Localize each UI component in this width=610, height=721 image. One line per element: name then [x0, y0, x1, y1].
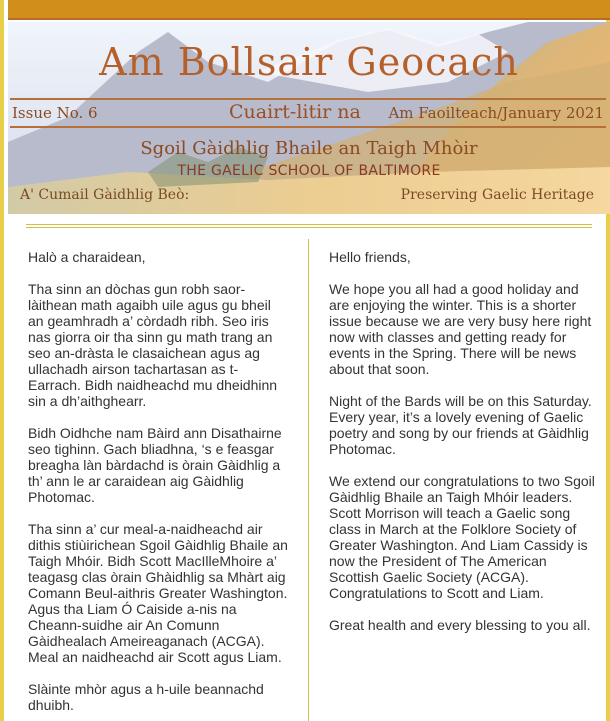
english-paragraph: Hello friends, [329, 249, 411, 265]
gaelic-paragraph: Tha sinn an dòchas gun robh saor-làithean math agaibh uile agus gu bheil an geamhradh a’ còrdadh ribh. Seo iris nas giorra oir tha sinn gu math trang an seo an-dràsta le clasaichean agus ag ullachadh airson tachartasan as t-Earrach. Bidh naidheachd mu dheidhinn sin a dh’aithghearr. [28, 281, 278, 409]
gaelic-paragraph: Tha sinn a’ cur meal-a-naidheachd air dithis stiùirichean Sgoil Gàidhlig Bhaile an Taigh Mhóir. Bidh Scott MacIlleMhoire a’ teagasg clas òrain Ghàidhlig sa Mhàrt aig Comann Beul-aithris Greater Washington. Agus tha Liam Ó Caiside a-nis na Cheann-suidhe air An Comunn Gàidhealach Ameireaganach (ACGA). Meal an naidheachd air Scott agus Liam. [28, 521, 288, 665]
newsletter-subtitle: Cuairt-litir na [229, 101, 361, 123]
gaelic-paragraph: Slàinte mhòr agus a h-uile beannachd dhuibh. [28, 681, 264, 713]
section-divider [26, 224, 592, 228]
english-column [329, 249, 597, 649]
english-paragraph: Great health and every blessing to you all. [329, 617, 591, 633]
newsletter-banner [8, 22, 610, 214]
gaelic-paragraph: Bidh Oidhche nam Bàird ann Disathairne seo tighinn. Gach bliadhna, ‘s e feasgar breagha làn bàrdachd is òrain Gàidhlig a th’ ann le ar caraidean aig Gàidhlig Photomac. [28, 425, 282, 505]
issue-number: Issue No. 6 [12, 104, 98, 122]
school-name-english: THE GAELIC SCHOOL OF BALTIMORE [177, 163, 441, 179]
banner-rule-top [10, 98, 606, 100]
school-name-gaelic: Sgoil Gàidhlig Bhaile an Taigh Mhòir [140, 138, 478, 159]
gaelic-column [28, 249, 290, 721]
newsletter-title: Am Bollsair Geocach [99, 40, 519, 84]
issue-date: Am Faoilteach/January 2021 [388, 104, 604, 122]
english-paragraph: Night of the Bards will be on this Saturday. Every year, it’s a lovely evening of Gaelic poetry and song by our friends at Gàidhlig Photomac. [329, 393, 592, 457]
top-color-bar [8, 0, 610, 20]
english-paragraph: We hope you all had a good holiday and are enjoying the winter. This is a shorter issue because we are very busy here right now with classes and getting ready for events in the Spring. There will be news about that soon. [329, 281, 592, 377]
motto-english: Preserving Gaelic Heritage [400, 187, 594, 203]
issue-row [8, 102, 610, 124]
motto-gaelic: A' Cumail Gàidhlig Beò: [20, 187, 190, 203]
banner-rule-bottom [10, 126, 606, 128]
gaelic-paragraph: Halò a charaidean, [28, 249, 146, 265]
english-paragraph: We extend our congratulations to two Sgoil Gàidhlig Bhaile an Taigh Mhóir leaders. Scott Morrison will teach a Gaelic song class in March at the Folklore Society of Greater Washington. And Liam Cassidy is now the President of The American Scottish Gaelic Society (ACGA). Congratulations to Scott and Liam. [329, 473, 595, 601]
column-divider [308, 239, 309, 721]
